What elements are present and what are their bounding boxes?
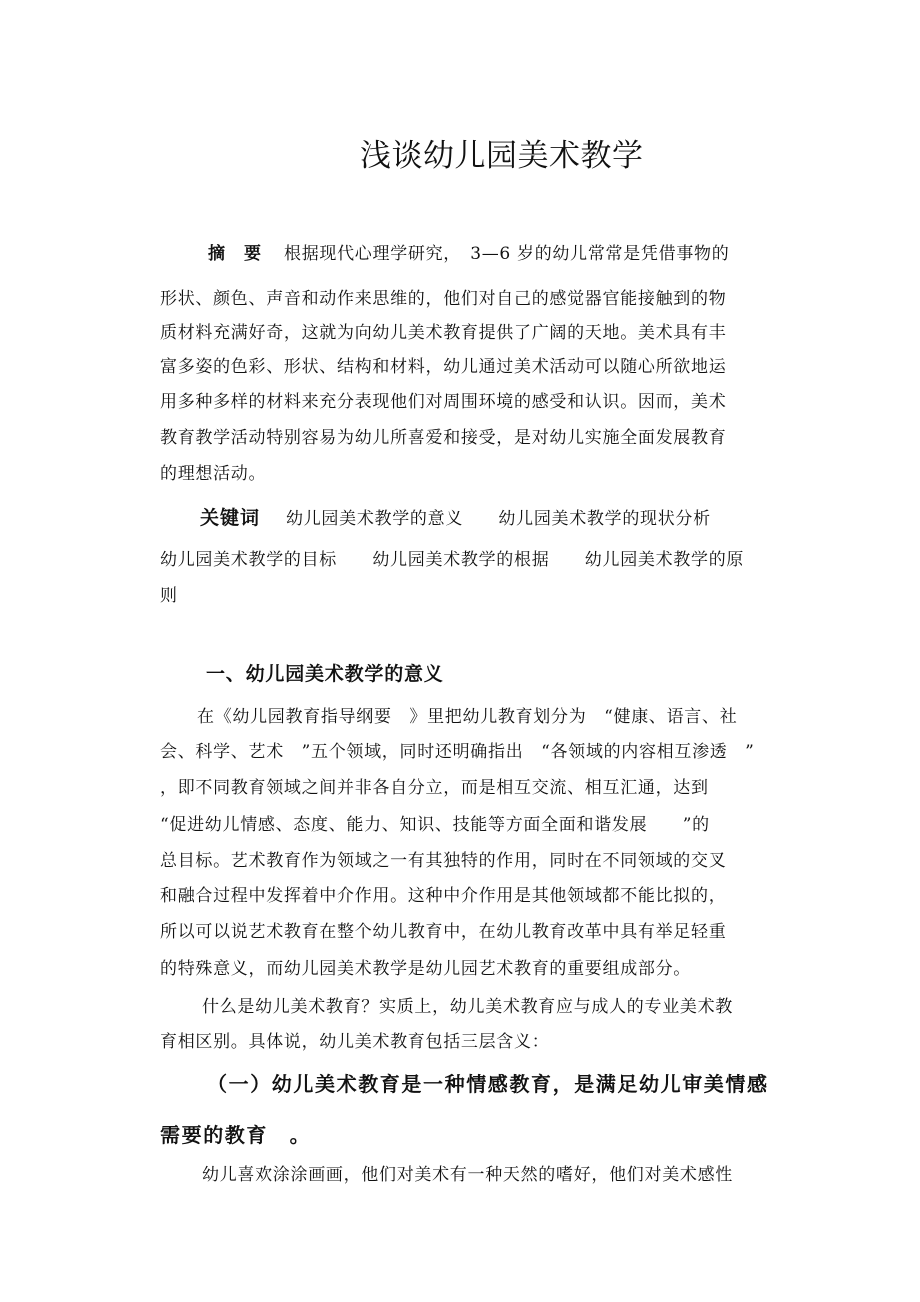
section-heading: 一、幼儿园美术教学的意义 (206, 663, 444, 685)
abstract-line: 用多种多样的材料来充分表现他们对周围环境的感受和认识。因而，美术 (160, 392, 727, 412)
subsection-heading: （一）幼儿美术教育是一种情感教育，是满足幼儿审美情感 (207, 1072, 769, 1096)
paragraph-line: 总目标。艺术教育作为领域之一有其独特的作用，同时在不同领域的交叉 (160, 851, 727, 871)
keywords-first-line (200, 507, 711, 530)
paragraph-line: 和融合过程中发挥着中介作用。这种中介作用是其他领域都不能比拟的， (160, 886, 727, 906)
paragraph-line: 的特殊意义，而幼儿园美术教学是幼儿园艺术教育的重要组成部分。 (160, 959, 691, 979)
abstract-line: 质材料充满好奇，这就为向幼儿美术教育提供了广阔的天地。美术具有丰 (160, 323, 727, 343)
abstract-label: 摘 要 (208, 244, 262, 264)
paragraph-line: ，即不同教育领域之间并非各自分立，而是相互交流、相互汇通，达到 (160, 778, 709, 798)
paragraph-line: “促进幼儿情感、态度、能力、知识、技能等方面全面和谐发展 ”的 (160, 815, 710, 835)
paragraph-line: 在《幼儿园教育指导纲要 》里把幼儿教育划分为 “健康、语言、社 (197, 707, 738, 727)
abstract-line: 根据现代心理学研究， 3—6 岁的幼儿常常是凭借事物的 (284, 244, 730, 264)
paragraph-line: 会、科学、艺术 ”五个领域，同时还明确指出 “各领域的内容相互渗透 ” (160, 742, 755, 762)
document-title: 浅谈幼儿园美术教学 (360, 138, 644, 174)
abstract-line: 富多姿的色彩、形状、结构和材料，幼儿通过美术活动可以随心所欲地运 (160, 357, 727, 377)
subsection-heading-continued: 需要的教育 。 (160, 1123, 312, 1147)
abstract-first-line (208, 243, 729, 265)
keywords-label: 关键词 (200, 507, 261, 529)
keywords-line: 幼儿园美术教学的目标 幼儿园美术教学的根据 幼儿园美术教学的原 (160, 550, 745, 570)
paragraph-line: 幼儿喜欢涂涂画画，他们对美术有一种天然的嗜好，他们对美术感性 (202, 1165, 733, 1185)
paragraph-line: 所以可以说艺术教育在整个幼儿教育中，在幼儿教育改革中具有举足轻重 (160, 922, 727, 942)
paragraph-line: 育相区别。具体说，幼儿美术教育包括三层含义： (160, 1032, 550, 1052)
abstract-line: 形状、颜色、声音和动作来思维的，他们对自己的感觉器官能接触到的物 (160, 289, 727, 309)
keywords-line: 则 (160, 586, 178, 606)
abstract-line: 教育教学活动特别容易为幼儿所喜爱和接受，是对幼儿实施全面发展教育 (160, 428, 727, 448)
abstract-line: 的理想活动。 (160, 464, 267, 484)
paragraph-line: 什么是幼儿美术教育？实质上，幼儿美术教育应与成人的专业美术教 (202, 997, 733, 1017)
keywords-line: 幼儿园美术教学的意义 幼儿园美术教学的现状分析 (286, 509, 711, 529)
